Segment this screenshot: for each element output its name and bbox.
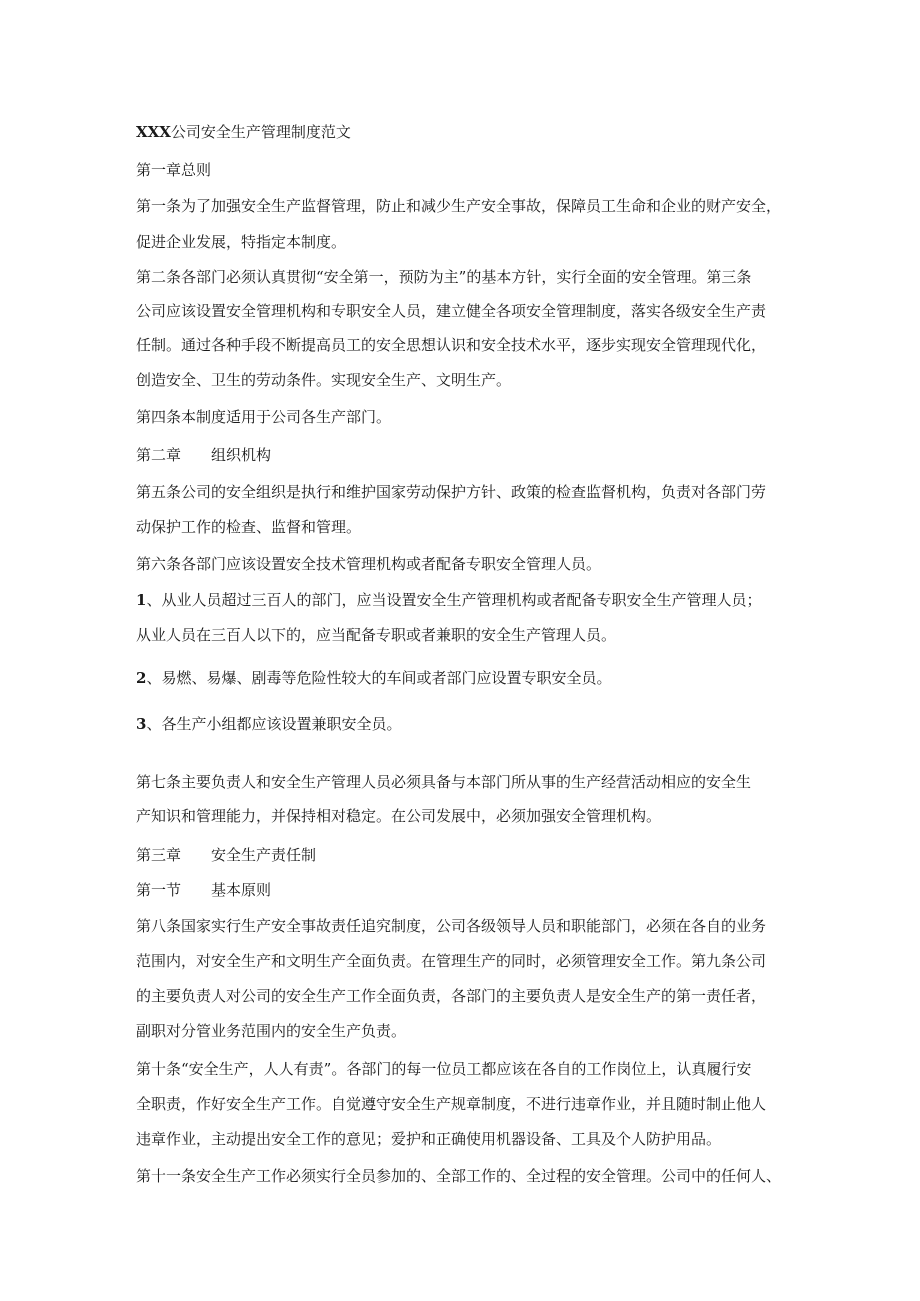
article-5-line-1: 第五条公司的安全组织是执行和维护国家劳动保护方针、政策的检查监督机构，负责对各部门劳 — [136, 483, 767, 501]
article-7-line-2: 产知识和管理能力，并保持相对稳定。在公司发展中，必须加强安全管理机构。 — [136, 807, 662, 825]
article-2-line-3: 任制。通过各种手段不断提高员工的安全思想认识和安全技术水平，逐步实现安全管理现代化， — [136, 336, 767, 354]
article-8-line-4: 副职对分管业务范围内的安全生产负责。 — [136, 1022, 407, 1040]
title-prefix: XXX — [136, 123, 171, 141]
section-1-label: 第一节 — [136, 881, 182, 899]
chapter-2-heading — [136, 445, 271, 465]
item-1-text: 、从业人员超过三百人的部门，应当设置安全生产管理机构或者配备专职安全生产管理人员； — [146, 591, 762, 609]
chapter-3-label: 第三章 — [136, 846, 182, 864]
title-text: 公司安全生产管理制度范文 — [170, 123, 351, 141]
chapter-2-name: 组织机构 — [211, 446, 272, 464]
section-1-heading — [136, 880, 271, 900]
article-8-line-3: 的主要负责人对公司的安全生产工作全面负责，各部门的主要负责人是安全生产的第一责任者， — [136, 987, 767, 1005]
article-10-line-2: 全职责，作好安全生产工作。自觉遵守安全生产规章制度，不进行违章作业，并且随时制止他人 — [136, 1095, 767, 1113]
article-2-line-2: 公司应该设置安全管理机构和专职安全人员，建立健全各项安全管理制度，落实各级安全生产责 — [136, 302, 767, 320]
chapter-3-heading — [136, 845, 316, 865]
chapter-1-heading: 第一章总则 — [136, 161, 212, 179]
item-2-text: 、易燃、易爆、剧毒等危险性较大的车间或者部门应设置专职安全员。 — [146, 669, 612, 687]
item-3-text: 、各生产小组都应该设置兼职安全员。 — [146, 715, 402, 733]
item-2-number: 2 — [136, 669, 147, 687]
article-2-line-4: 创造安全、卫生的劳动条件。实现安全生产、文明生产。 — [136, 371, 512, 389]
item-2 — [136, 668, 611, 688]
item-1-number: 1 — [136, 591, 147, 609]
article-5-line-2: 动保护工作的检查、监督和管理。 — [136, 518, 362, 536]
section-1-name: 基本原则 — [211, 881, 272, 899]
chapter-2-label: 第二章 — [136, 446, 182, 464]
article-8-line-1: 第八条国家实行生产安全事故责任追究制度，公司各级领导人员和职能部门，必须在各自的业务 — [136, 917, 767, 935]
chapter-3-name: 安全生产责任制 — [211, 846, 317, 864]
article-6: 第六条各部门应该设置安全技术管理机构或者配备专职安全管理人员。 — [136, 555, 602, 573]
item-3-number: 3 — [136, 715, 147, 733]
item-1-line-1 — [136, 590, 761, 610]
article-4: 第四条本制度适用于公司各生产部门。 — [136, 408, 392, 426]
article-1-line-1: 第一条为了加强安全生产监督管理，防止和减少生产安全事故，保障员工生命和企业的财产安全， — [136, 197, 782, 215]
article-1-line-2: 促进企业发展，特指定本制度。 — [136, 233, 347, 251]
item-1-line-2: 从业人员在三百人以下的，应当配备专职或者兼职的安全生产管理人员。 — [136, 626, 617, 644]
article-11-line-1: 第十一条安全生产工作必须实行全员参加的、全部工作的、全过程的安全管理。公司中的任何人、 — [136, 1167, 782, 1185]
article-8-line-2: 范围内，对安全生产和文明生产全面负责。在管理生产的同时，必须管理安全工作。第九条公司 — [136, 952, 767, 970]
article-10-line-1: 第十条“安全生产，人人有责”。各部门的每一位员工都应该在各自的工作岗位上，认真履行安 — [136, 1060, 752, 1078]
item-3 — [136, 714, 401, 734]
article-2-line-1: 第二条各部门必须认真贯彻“安全第一，预防为主”的基本方针，实行全面的安全管理。第三条 — [136, 268, 752, 286]
article-10-line-3: 违章作业，主动提出安全工作的意见；爱护和正确使用机器设备、工具及个人防护用品。 — [136, 1130, 722, 1148]
article-7-line-1: 第七条主要负责人和安全生产管理人员必须具备与本部门所从事的生产经营活动相应的安全生 — [136, 773, 752, 791]
document-title — [136, 122, 351, 142]
